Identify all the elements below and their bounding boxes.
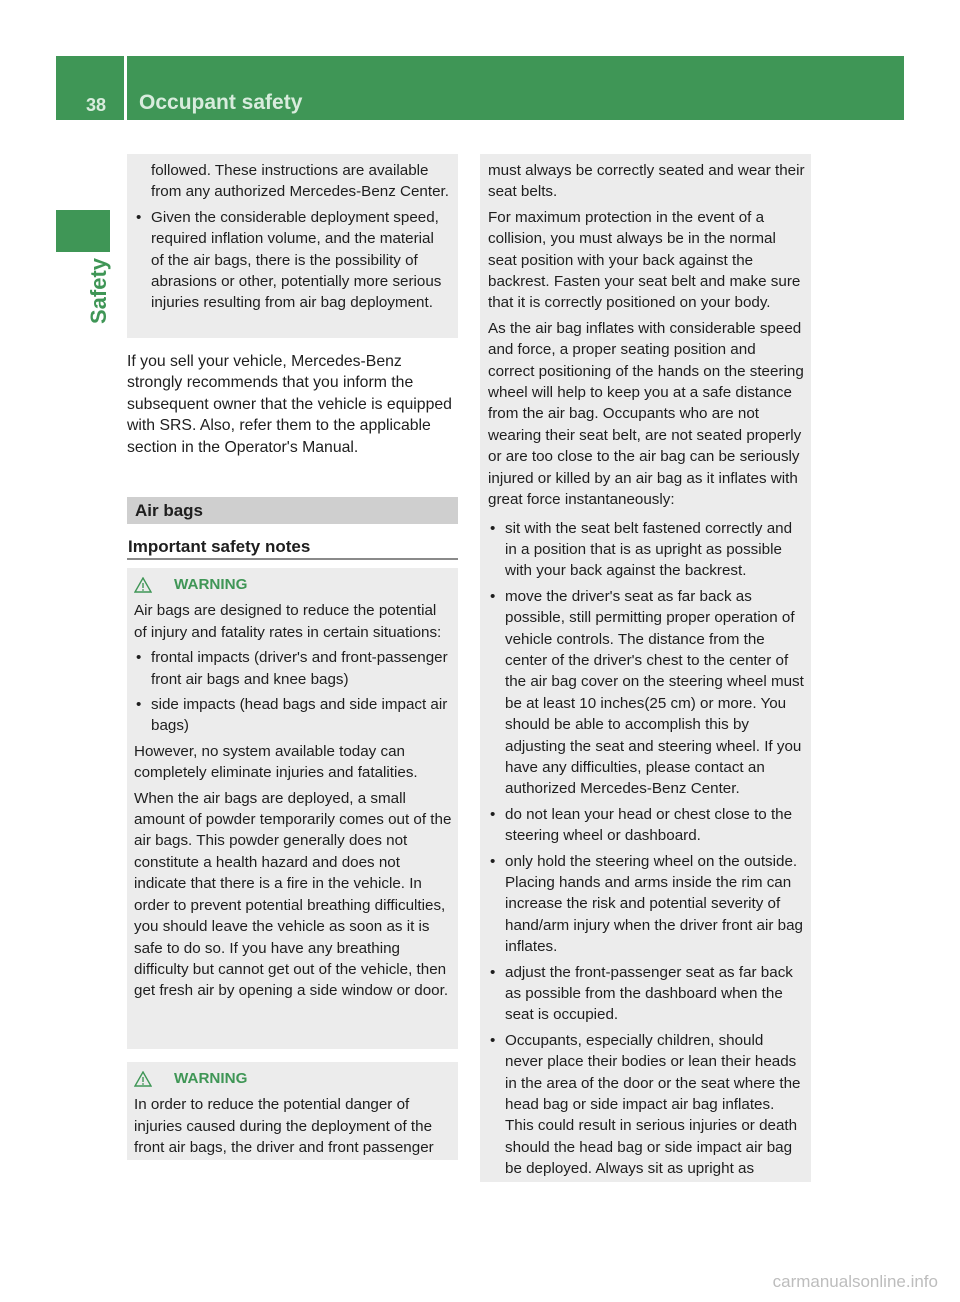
warning-triangle-icon [134, 577, 152, 593]
list-item: • sit with the seat belt fastened correctly and in a position that is as upright as possible with your back against the backrest. [488, 518, 805, 582]
warning-heading [134, 574, 452, 595]
panel-paragraph: For maximum protection in the event of a collision, you must always be in the normal seat position with your back against the backrest. Fasten your seat belt and make sure that it is correctly positioned on your body. [488, 208, 801, 312]
list-item: • frontal impacts (driver's and front-passenger front air bags and knee bags) [134, 647, 452, 690]
list-item: • side impacts (head bags and side impact air bags) [134, 694, 452, 737]
list-item: • Occupants, especially children, should never place their bodies or lean their heads in the area of the door or the seat where the head bag or side impact air bag inflates. This could result in serious injuries or death should the head bag or side impact air bag be deployed. Always sit as upright as [488, 1030, 805, 1180]
panel-paragraph: As the air bag inflates with considerable speed and force, a proper seating position and correct positioning of the hands on the steering wheel will help to keep you at a safe distance from the air bag. Occupants who are not wearing their seat belt, are not seated properly or are too close to the air bag can be seriously injured or killed by an air bag as it inflates with great force instantaneously: [488, 319, 804, 509]
warning-paragraph: When the air bags are deployed, a small amount of powder temporarily comes out of the air bags. This powder generally does not constitute a health hazard and does not indicate that there is a fire in the vehicle. In order to prevent potential breathing difficulties, you should leave the vehicle as soon as it is safe to do so. If you have any breathing difficulty but cannot get out of the vehicle, then get fresh air by opening a side window or door. [134, 789, 452, 1000]
list-item: • do not lean your head or chest close to the steering wheel or dashboard. [488, 804, 805, 847]
warning-continued-panel [480, 154, 811, 1182]
section-heading: Air bags [135, 501, 204, 520]
side-tab-label: Safety [86, 258, 111, 325]
warning-heading [134, 1068, 452, 1089]
side-tab-marker [56, 210, 110, 252]
continued-warning-panel [127, 154, 458, 338]
list-item: • only hold the steering wheel on the outside. Placing hands and arms inside the rim can increase the risk and potential severity of hand/arm injury when the driver front air bag inflates. [488, 851, 805, 958]
chapter-title: Occupant safety [139, 91, 303, 114]
list-item: • move the driver's seat as far back as possible, still permitting proper operation of vehicle controls. The distance from the center of the driver's chest to the center of the air bag cover on the steering wheel must be at least 10 inches(25 cm) or more. You should be able to accomplish this by adjusting the seat and steering wheel. If you have any difficulties, please contact an authorized Mercedes-Benz Center. [488, 586, 805, 800]
warning-intro: Air bags are designed to reduce the potential of injury and fatality rates in certain situations: [134, 602, 442, 641]
continued-text: followed. These instructions are available from any authorized Mercedes-Benz Center. [151, 162, 449, 201]
warning-paragraph: In order to reduce the potential danger of injuries caused during the deployment of the front air bags, the driver and front passenger [134, 1096, 434, 1157]
warning-panel-1 [127, 568, 458, 1049]
warning-label: WARNING [174, 1070, 248, 1087]
header-divider [124, 56, 127, 120]
sub-heading-rule [127, 558, 458, 560]
list-item: • Given the considerable deployment speed, required inflation volume, and the material of the air bags, there is the possibility of abrasions or other, potentially more serious injuries resulting from air bag deployment. [134, 207, 450, 314]
sell-vehicle-paragraph: If you sell your vehicle, Mercedes-Benz strongly recommends that you inform the subsequent owner that the vehicle is equipped with SRS. Also, refer them to the applicable section in the Operator's Manual. [127, 353, 452, 456]
page-number: 38 [86, 95, 107, 115]
panel-paragraph: must always be correctly seated and wear their seat belts. [488, 162, 805, 201]
sub-heading: Important safety notes [128, 537, 311, 556]
warning-label: WARNING [174, 576, 248, 593]
list-item: • adjust the front-passenger seat as far back as possible from the dashboard when the seat is occupied. [488, 962, 805, 1026]
watermark: carmanualsonline.info [772, 1272, 938, 1291]
warning-panel-2 [127, 1062, 458, 1160]
warning-triangle-icon [134, 1071, 152, 1087]
warning-paragraph: However, no system available today can completely eliminate injuries and fatalities. [134, 742, 418, 782]
